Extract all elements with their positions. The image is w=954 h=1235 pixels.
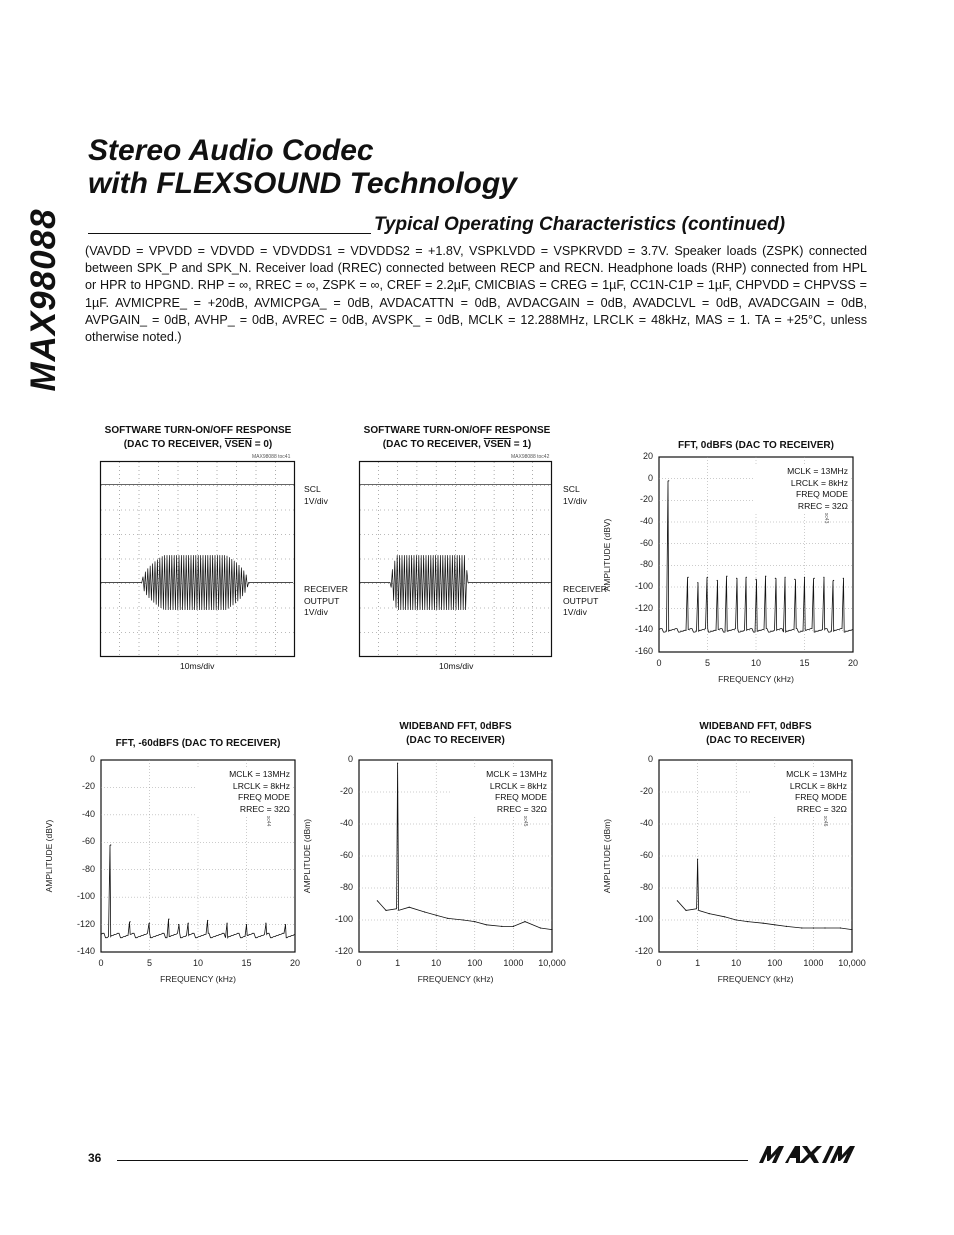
param-rrec: RREC = 32Ω [796, 803, 847, 814]
data-point [188, 923, 189, 924]
data-point [736, 578, 737, 579]
y-tick-label: -60 [81, 836, 95, 847]
params-box [752, 768, 850, 816]
data-point [786, 926, 787, 927]
data-point [726, 576, 727, 577]
y-tick-label: -140 [634, 624, 653, 635]
scope-plot-1 [88, 424, 348, 671]
title-line-2: with FLEXSOUND Technology [88, 167, 517, 200]
data-point [833, 580, 834, 581]
param-lrclk: LRCLK = 8kHz [790, 477, 848, 488]
x-tick-label: 10 [731, 958, 742, 968]
data-point [168, 919, 169, 920]
y-tick-label: -120 [634, 602, 653, 613]
data-point [794, 579, 795, 580]
scope1-title-vsen: VSEN [224, 439, 252, 450]
document-title [88, 134, 517, 200]
wideband-fft-chart-1 [302, 720, 580, 992]
data-point [775, 578, 776, 579]
data-point [823, 577, 824, 578]
param-mclk: MCLK = 13MHz [486, 769, 547, 779]
data-point [824, 927, 825, 928]
x-tick-label: 20 [847, 658, 858, 668]
params-box [753, 465, 851, 513]
scope1-title-line1: SOFTWARE TURN-ON/OFF RESPONSE [104, 425, 292, 436]
y-tick-label: -80 [81, 863, 95, 874]
scope2-tag: MAX98088 toc42 [511, 454, 550, 460]
data-point [765, 576, 766, 577]
scope1-title-post: = 0) [251, 439, 273, 450]
test-conditions: (VAVDD = VPVDD = VDVDD = VDVDDS1 = VDVDDS2 = +1.8V, VSPKLVDD = VSPKRVDD = 3.7V. Speaker loads (ZSPK) connected between SPK_P and SPK_N. Receiver load (RREC) connected between RECP and RECN. Headphone loads (RHP) connected from HPL or HPR to HPGND. RHP = ∞, RREC = ∞, ZSPK = ∞, CREF = 2.2µF, CMICBIAS = CREG = 1µF, CC1N-C1P = 1µF, CHPVDD = CHPVSS = 1µF. AVMICPRE_ = +20dB, AVMICPGA_ = 0dB, AVDACATTN = 0dB, AVDACGAIN = 0dB, AVADCLVL = 0dB, AVADCGAIN = 0dB, AVPGAIN_ = 0dB, AVHP_ = 0dB, AVREC = 0dB, AVSPK_ = 0dB, MCLK = 12.288MHz, LRCLK = 48kHz, MAS = 1. TA = +25°C, unless otherwise noted.) [85, 244, 867, 345]
scope1-screen [100, 461, 295, 657]
params-box [195, 768, 293, 816]
y-axis-label: AMPLITUDE (dBV) [602, 518, 612, 591]
scope1-ch1-name: SCL [304, 484, 321, 494]
x-tick-label: 1 [395, 958, 401, 968]
y-tick-label: -20 [639, 786, 653, 796]
data-point [474, 921, 475, 922]
y-tick-label: 0 [347, 754, 353, 764]
data-point [697, 859, 698, 860]
x-tick-label: 10 [431, 958, 442, 968]
section-title: Typical Operating Characteristics (continued) [374, 214, 786, 235]
y-tick-label: 20 [642, 451, 653, 461]
y-tick-label: -160 [634, 646, 653, 656]
params-box [452, 768, 550, 816]
fft-trace [677, 859, 852, 929]
x-axis-label: FREQUENCY (kHz) [417, 974, 494, 984]
x-tick-label: 1 [695, 958, 701, 968]
data-point [130, 921, 131, 922]
param-mclk: MCLK = 13MHz [787, 466, 848, 476]
data-point [524, 921, 525, 922]
data-point [436, 915, 437, 916]
data-point [801, 927, 802, 928]
param-rrec: RREC = 32Ω [239, 803, 290, 814]
data-point [813, 927, 814, 928]
y-tick-label: -120 [634, 946, 653, 956]
data-point [513, 926, 514, 927]
y-tick-label: -40 [639, 818, 653, 828]
chart-title-line1: WIDEBAND FFT, 0dBFS [399, 721, 512, 732]
data-point [246, 924, 247, 925]
data-point [285, 924, 286, 925]
x-tick-label: 100 [767, 958, 783, 968]
fft-chart-0dbfs [600, 436, 880, 696]
y-tick-label: -120 [76, 918, 95, 929]
data-point [688, 577, 689, 578]
y-tick-label: -100 [634, 581, 653, 591]
data-point [265, 923, 266, 924]
data-point [709, 913, 710, 914]
data-point [227, 923, 228, 924]
scope1-tag: MAX98088 toc41 [252, 454, 291, 460]
data-point [447, 918, 448, 919]
data-point [785, 577, 786, 578]
param-lrclk: LRCLK = 8kHz [232, 780, 290, 791]
data-point [501, 926, 502, 927]
data-point [746, 577, 747, 578]
x-tick-label: 100 [467, 958, 483, 968]
x-tick-label: 10,000 [538, 958, 566, 968]
data-point [724, 916, 725, 917]
x-axis-label: FREQUENCY (kHz) [160, 974, 236, 984]
x-tick-label: 0 [98, 958, 104, 968]
scope1-ch1-scale: 1V/div [304, 495, 328, 506]
data-point [424, 911, 425, 912]
x-tick-label: 0 [356, 958, 362, 968]
scope1-time-scale: 10ms/div [180, 661, 215, 671]
scope1-ch2-label [304, 584, 348, 619]
x-tick-label: 15 [241, 958, 252, 968]
y-tick-label: -140 [76, 946, 95, 956]
fft-trace [101, 845, 295, 938]
y-tick-label: 0 [89, 754, 95, 764]
scope2-ch1-name: SCL [563, 484, 580, 494]
x-tick-label: 1000 [503, 958, 524, 968]
x-tick-label: 0 [656, 958, 662, 968]
x-tick-label: 20 [289, 958, 300, 968]
data-point [717, 580, 718, 581]
param-mode: FREQ MODE [237, 792, 290, 802]
data-point [110, 844, 111, 845]
param-mclk: MCLK = 13MHz [229, 769, 290, 779]
data-point [736, 919, 737, 920]
maxim-logo-icon [755, 1143, 867, 1165]
scope2-time-scale: 10ms/div [439, 661, 474, 671]
scope2-title-line1: SOFTWARE TURN-ON/OFF RESPONSE [363, 425, 551, 436]
x-tick-label: 10 [750, 658, 761, 668]
data-point [385, 910, 386, 911]
wideband-fft-chart-2 [602, 720, 880, 992]
param-rrec: RREC = 32Ω [797, 500, 848, 511]
section-rule [88, 233, 371, 234]
scope2-title-vsen: VSEN [483, 439, 511, 450]
scope1-title-pre: (DAC TO RECEIVER, [123, 439, 225, 450]
chart-title: FFT, -60dBFS (DAC TO RECEIVER) [115, 738, 281, 749]
scope2-title-post: = 1) [510, 439, 532, 450]
part-number-text: MAX98088 [24, 208, 63, 392]
chart-title-line1: WIDEBAND FFT, 0dBFS [699, 721, 812, 732]
y-tick-label: -100 [634, 914, 653, 924]
data-point [207, 920, 208, 921]
data-point [840, 927, 841, 928]
data-point [851, 929, 852, 930]
y-axis-label: AMPLITUDE (dBm) [302, 818, 312, 894]
scope1-ch2-name: RECEIVER [304, 584, 348, 594]
data-point [178, 924, 179, 925]
chart-title-line2: (DAC TO RECEIVER) [706, 735, 805, 746]
data-point [409, 907, 410, 908]
y-tick-label: -80 [339, 882, 353, 892]
data-point [747, 921, 748, 922]
data-point [149, 923, 150, 924]
scope2-screen [359, 461, 552, 657]
chart-title-line2: (DAC TO RECEIVER) [406, 735, 505, 746]
y-axis-label: AMPLITUDE (dBV) [44, 819, 54, 893]
y-tick-label: -80 [639, 559, 653, 570]
y-tick-label: -120 [334, 946, 353, 956]
maxim-logo [755, 1143, 867, 1170]
x-axis-label: FREQUENCY (kHz) [717, 974, 794, 984]
data-point [540, 927, 541, 928]
footer-rule [117, 1160, 748, 1161]
x-tick-label: 0 [656, 658, 662, 668]
title-line-1: Stereo Audio Codec [88, 134, 374, 167]
data-point [774, 924, 775, 925]
data-point [377, 900, 378, 901]
y-tick-label: -80 [639, 882, 653, 892]
data-point [463, 919, 464, 920]
param-lrclk: LRCLK = 8kHz [489, 780, 547, 791]
data-point [551, 929, 552, 930]
scope2-ch2-scale: 1V/div [563, 607, 587, 617]
x-tick-label: 5 [146, 958, 152, 968]
data-point [668, 480, 669, 481]
x-tick-label: 10 [192, 958, 203, 968]
scope1-title-line2 [88, 438, 308, 452]
data-point [763, 923, 764, 924]
data-point [697, 582, 698, 583]
x-tick-label: 10,000 [838, 958, 866, 968]
y-axis-label: AMPLITUDE (dBm) [602, 818, 612, 894]
param-mode: FREQ MODE [795, 489, 848, 499]
data-point [843, 578, 844, 579]
y-tick-label: -40 [339, 818, 353, 828]
y-tick-label: -100 [334, 914, 353, 924]
y-tick-label: 0 [647, 754, 653, 764]
y-tick-label: -40 [639, 516, 653, 526]
param-mode: FREQ MODE [494, 792, 547, 802]
data-point [755, 579, 756, 580]
scope2-title-line2 [347, 438, 567, 452]
scope1-ch2-name2: OUTPUT [304, 595, 340, 606]
scope2-ch1-label [563, 484, 587, 507]
page-number: 36 [88, 1151, 102, 1165]
y-tick-label: -60 [339, 850, 353, 860]
data-point [397, 763, 398, 764]
y-tick-label: -60 [639, 537, 653, 548]
y-tick-label: 0 [647, 472, 653, 483]
scope2-ch2-name2: OUTPUT [563, 595, 599, 606]
x-axis-label: FREQUENCY (kHz) [718, 674, 794, 684]
y-tick-label: -20 [81, 781, 95, 792]
data-point [707, 577, 708, 578]
x-tick-label: 15 [799, 658, 810, 668]
y-tick-label: -20 [639, 494, 653, 505]
chart-title: FFT, 0dBFS (DAC TO RECEIVER) [678, 440, 834, 451]
x-tick-label: 1000 [803, 958, 824, 968]
data-point [804, 577, 805, 578]
data-point [814, 578, 815, 579]
y-tick-label: -40 [81, 808, 95, 819]
scope2-ch1-scale: 1V/div [563, 495, 587, 506]
part-number-vertical [18, 210, 70, 390]
scope2-ch2-name: RECEIVER [563, 584, 607, 594]
param-mclk: MCLK = 13MHz [786, 769, 847, 779]
scope2-title-pre: (DAC TO RECEIVER, [382, 439, 484, 450]
y-tick-label: -100 [76, 891, 95, 902]
param-mode: FREQ MODE [794, 792, 847, 802]
scope1-ch2-scale: 1V/div [304, 607, 328, 617]
scope1-ch1-label [304, 484, 328, 507]
data-point [486, 924, 487, 925]
param-rrec: RREC = 32Ω [496, 803, 547, 814]
data-point [685, 910, 686, 911]
fft-chart-minus60dbfs [44, 734, 322, 994]
param-lrclk: LRCLK = 8kHz [789, 780, 847, 791]
y-tick-label: -20 [339, 786, 353, 796]
x-tick-label: 5 [704, 658, 710, 668]
data-point [677, 900, 678, 901]
y-tick-label: -60 [639, 850, 653, 860]
